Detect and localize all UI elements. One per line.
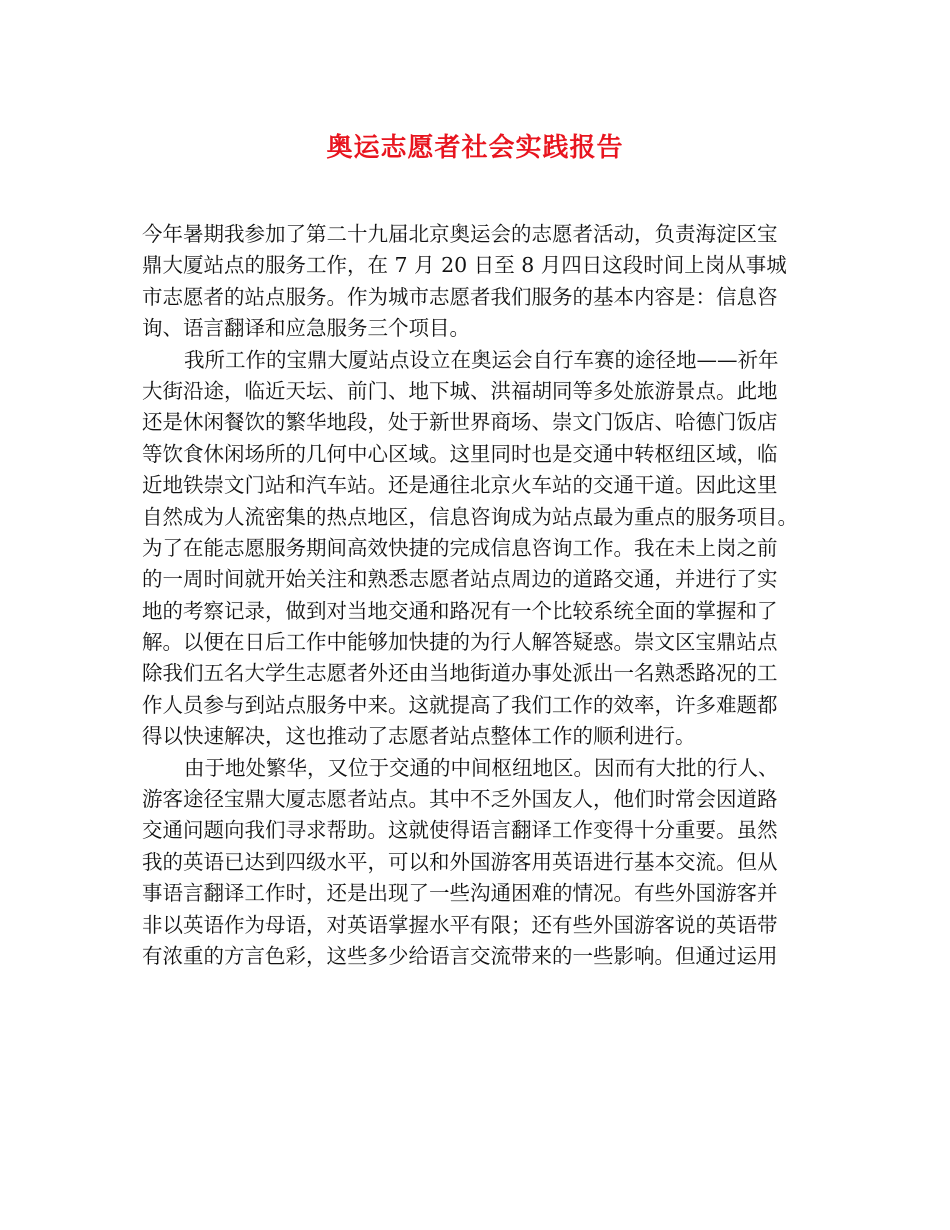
text-line: 询、语言翻译和应急服务三个项目。 — [142, 316, 470, 341]
text-line: 作人员参与到站点服务中来。这就提高了我们工作的效率，许多难题都 — [142, 692, 778, 717]
text-line: 的一周时间就开始关注和熟悉志愿者站点周边的道路交通，并进行了实 — [142, 567, 778, 592]
text-line: 地的考察记录，做到对当地交通和路况有一个比较系统全面的掌握和了 — [142, 598, 778, 623]
text-line: 鼎大厦站点的服务工作，在 7 月 20 日至 8 月四日这段时间上岗从事城 — [142, 253, 787, 278]
text-line: 市志愿者的站点服务。作为城市志愿者我们服务的基本内容是：信息咨 — [142, 284, 778, 309]
text-line: 除我们五名大学生志愿者外还由当地街道办事处派出一名熟悉路况的工 — [142, 661, 778, 686]
text-line: 有浓重的方言色彩，这些多少给语言交流带来的一些影响。但通过运用 — [142, 943, 778, 968]
text-line: 我所工作的宝鼎大厦站点设立在奥运会自行车赛的途径地——祈年 — [184, 347, 779, 372]
document-title: 奥运志愿者社会实践报告 — [326, 133, 624, 163]
text-line: 大街沿途，临近天坛、前门、地下城、洪福胡同等多处旅游景点。此地 — [142, 378, 778, 403]
text-line: 今年暑期我参加了第二十九届北京奥运会的志愿者活动，负责海淀区宝 — [142, 222, 778, 246]
text-line: 交通问题向我们寻求帮助。这就使得语言翻译工作变得十分重要。虽然 — [142, 818, 778, 843]
text-line: 自然成为人流密集的热点地区，信息咨询成为站点最为重点的服务项目。 — [142, 504, 798, 529]
text-line: 由于地处繁华，又位于交通的中间枢纽地区。因而有大批的行人、 — [184, 755, 779, 780]
text-line: 游客途径宝鼎大厦志愿者站点。其中不乏外国友人，他们时常会因道路 — [142, 787, 778, 812]
text-line: 解。以便在日后工作中能够加快捷的为行人解答疑惑。崇文区宝鼎站点 — [142, 630, 778, 655]
document-body — [142, 219, 822, 972]
text-line: 还是休闲餐饮的繁华地段，处于新世界商场、崇文门饭店、哈德门饭店 — [142, 410, 778, 435]
text-line: 得以快速解决，这也推动了志愿者站点整体工作的顺利进行。 — [142, 724, 696, 749]
text-line: 等饮食休闲场所的几何中心区域。这里同时也是交通中转枢纽区域，临 — [142, 441, 778, 466]
text-line: 事语言翻译工作时，还是出现了一些沟通困难的情况。有些外国游客并 — [142, 881, 778, 906]
text-line: 我的英语已达到四级水平，可以和外国游客用英语进行基本交流。但从 — [142, 849, 778, 874]
text-line: 为了在能志愿服务期间高效快捷的完成信息咨询工作。我在未上岗之前 — [142, 535, 778, 560]
text-line: 非以英语作为母语，对英语掌握水平有限；还有些外国游客说的英语带 — [142, 912, 778, 937]
text-line: 近地铁崇文门站和汽车站。还是通往北京火车站的交通干道。因此这里 — [142, 473, 778, 498]
